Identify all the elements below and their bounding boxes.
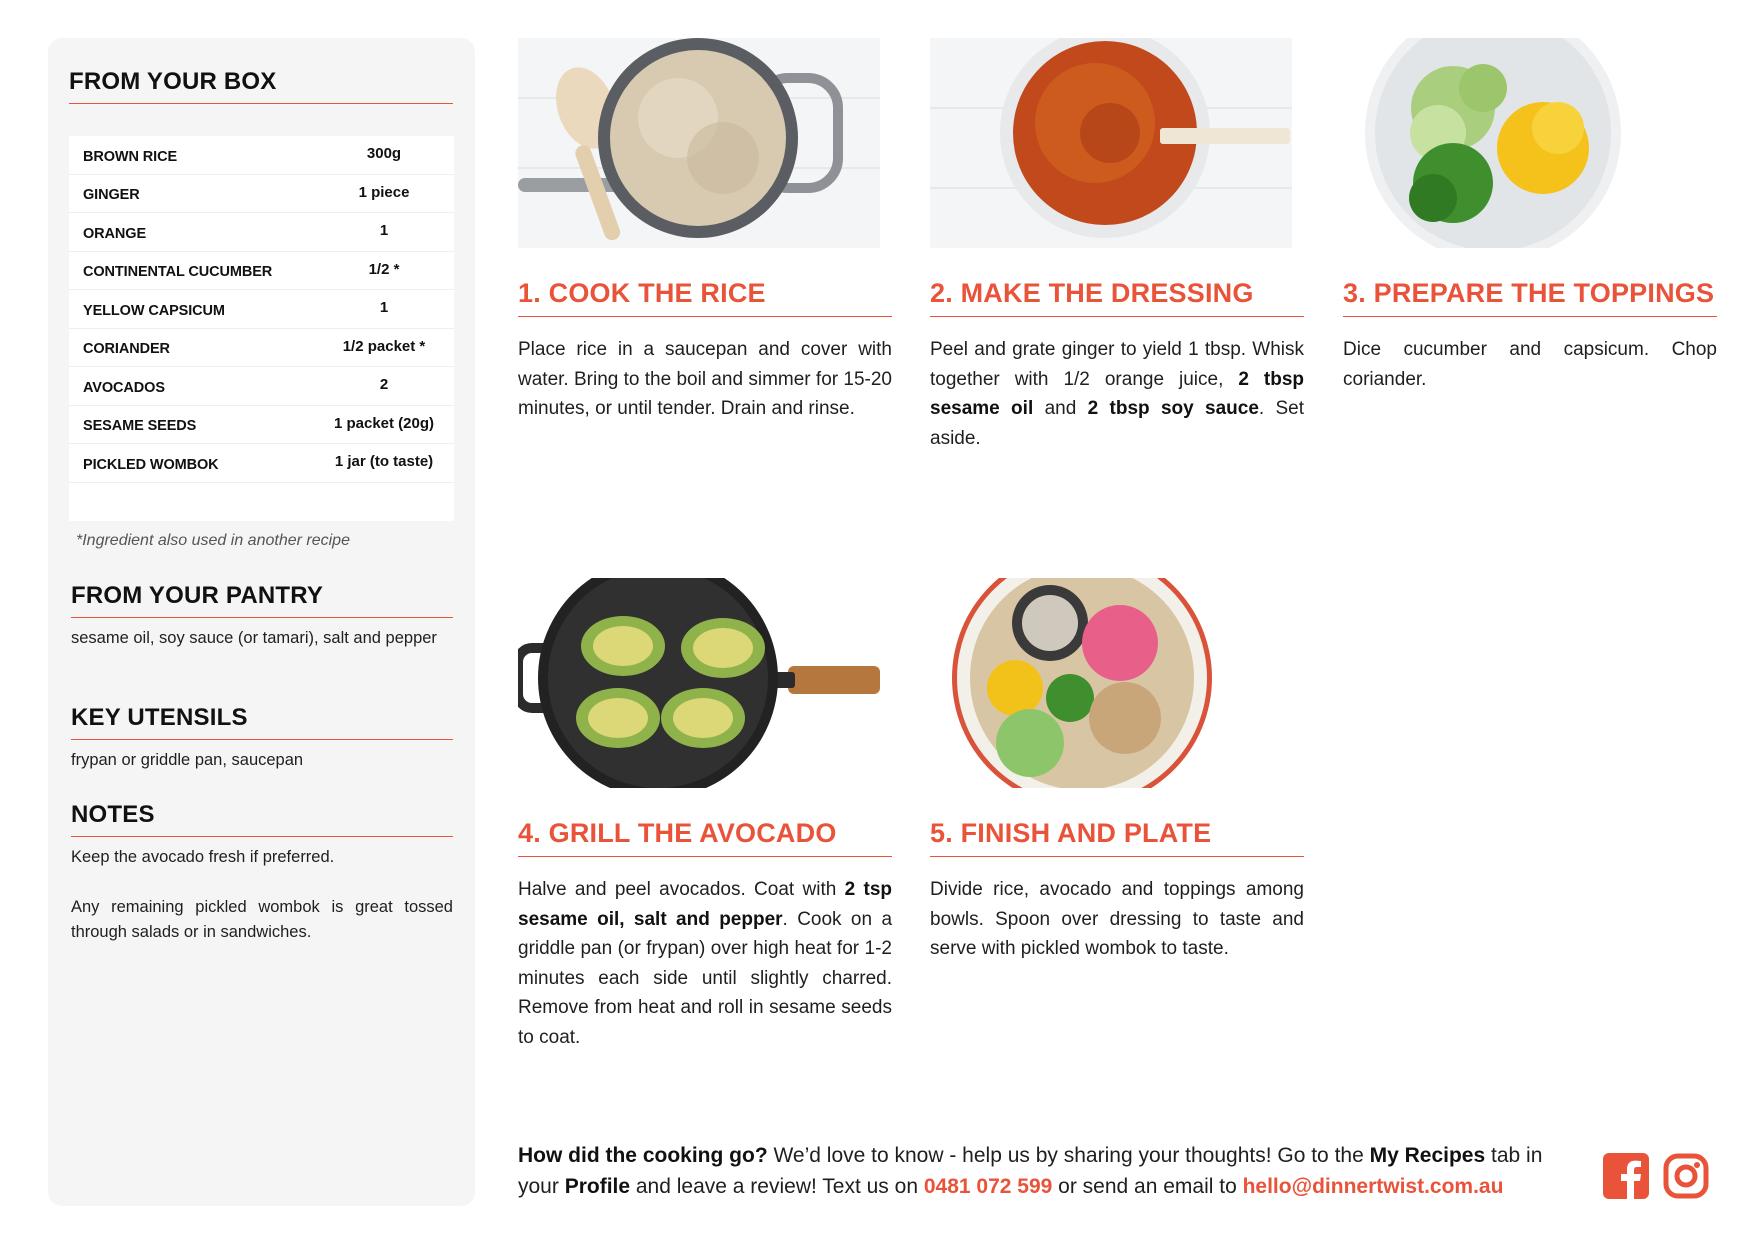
step-1-title: 1. COOK THE RICE — [518, 278, 892, 317]
step-5-text: Divide rice, avocado and toppings among bowls. Spoon over dressing to taste and serve with pickled wombok to taste. — [930, 879, 1304, 959]
ingredients-table — [69, 136, 454, 521]
step-2-text-part: . Set aside. — [930, 398, 1305, 449]
step-4-title: 4. GRILL THE AVOCADO — [518, 818, 892, 857]
pantry-text: sesame oil, soy sauce (or tamari), salt and pepper — [71, 629, 437, 647]
step-2-text — [930, 335, 1304, 453]
step-4-text-part: Halve and peel avocados. Coat with — [518, 879, 845, 900]
ingredient-qty: 1 — [379, 222, 389, 240]
ingredient-name: ORANGE — [83, 225, 147, 242]
ingredient-name: CORIANDER — [83, 341, 170, 358]
ingredient-qty: 2 — [379, 376, 389, 394]
ingredients-panel — [48, 38, 475, 1206]
ingredient-row — [69, 213, 454, 252]
ingredient-row — [69, 444, 454, 483]
step-5-title: 5. FINISH AND PLATE — [930, 818, 1304, 857]
ingredient-name: PICKLED WOMBOK — [83, 456, 219, 473]
instagram-icon[interactable] — [1663, 1153, 1709, 1199]
ingredient-row — [69, 175, 454, 214]
email-link[interactable]: hello@dinnertwist.com.au — [1242, 1175, 1504, 1198]
ingredient-row — [69, 406, 454, 445]
notes-text-1: Keep the avocado fresh if preferred. — [71, 848, 335, 866]
step-4-text-part: . Cook on a griddle pan (or frypan) over high heat for 1-2 minutes each side until slightly charred. Remove from heat and roll in sesame seeds to coat. — [518, 908, 893, 1048]
from-your-pantry-heading: FROM YOUR PANTRY — [71, 582, 453, 618]
ingredient-row-empty — [69, 483, 454, 522]
ingredient-name: YELLOW CAPSICUM — [83, 302, 225, 319]
step-4-bold-part: 2 tsp sesame oil, salt and pepper — [518, 879, 892, 930]
footnote: *Ingredient also used in another recipe — [76, 532, 350, 549]
feedback-part: and leave a review! Text us on — [630, 1175, 924, 1198]
step-4-text — [518, 875, 892, 1052]
ingredient-name: CONTINENTAL CUCUMBER — [83, 264, 273, 281]
avocado-photo — [518, 578, 880, 788]
feedback-question: How did the cooking go? — [518, 1144, 768, 1167]
ingredient-qty: 1 piece — [358, 183, 410, 201]
notes-text-2: Any remaining pickled wombok is great tossed through salads or in sandwiches. — [71, 898, 453, 941]
key-utensils-heading: KEY UTENSILS — [71, 704, 453, 740]
toppings-photo — [1343, 38, 1705, 248]
step-2-text-part: and — [1033, 398, 1088, 419]
feedback-part: We’d love to know - help us by sharing your thoughts! Go to the — [767, 1144, 1370, 1167]
ingredient-name: SESAME SEEDS — [83, 418, 197, 435]
step-1-text: Place rice in a saucepan and cover with water. Bring to the boil and simmer for 15-20 minutes, or until tender. Drain and rinse. — [518, 339, 892, 419]
ingredient-row — [69, 290, 454, 329]
feedback-part: or send an email to — [1052, 1175, 1243, 1198]
step-3-text: Dice cucumber and capsicum. Chop coriander. — [1343, 339, 1717, 390]
ingredient-row — [69, 329, 454, 368]
profile-label: Profile — [564, 1175, 631, 1198]
utensils-text: frypan or griddle pan, saucepan — [71, 751, 304, 769]
dressing-photo — [930, 38, 1292, 248]
my-recipes-label: My Recipes — [1369, 1144, 1486, 1167]
step-2-title: 2. MAKE THE DRESSING — [930, 278, 1304, 317]
rice-photo — [518, 38, 880, 248]
step-3-title: 3. PREPARE THE TOPPINGS — [1343, 278, 1717, 317]
from-your-box-heading: FROM YOUR BOX — [69, 68, 453, 104]
ingredient-row — [69, 367, 454, 406]
ingredient-name: AVOCADOS — [83, 379, 165, 396]
ingredient-row — [69, 252, 454, 291]
ingredient-qty: 1/2 * — [368, 260, 400, 278]
ingredient-qty: 1 packet (20g) — [333, 414, 435, 432]
ingredient-qty: 1 — [379, 299, 389, 317]
ingredient-qty: 1/2 packet * — [342, 337, 426, 355]
ingredient-name: BROWN RICE — [83, 148, 178, 165]
notes-heading: NOTES — [71, 801, 453, 837]
facebook-icon[interactable] — [1603, 1153, 1649, 1199]
ingredient-row — [69, 136, 454, 175]
step-2-bold-part: 2 tbsp sesame oil — [930, 368, 1304, 419]
ingredient-qty: 300g — [366, 145, 402, 163]
step-2-bold-part: 2 tbsp soy sauce — [1087, 398, 1259, 419]
step-2-text-part: Peel and grate ginger to yield 1 tbsp. Whisk together with 1/2 orange juice, — [930, 339, 1304, 390]
feedback-part: tab in your — [518, 1144, 1543, 1198]
finished-bowl-photo — [930, 578, 1292, 788]
ingredient-qty: 1 jar (to taste) — [334, 453, 434, 471]
phone-link[interactable]: 0481 072 599 — [923, 1175, 1053, 1198]
ingredient-name: GINGER — [83, 187, 140, 204]
feedback-text — [518, 1140, 1578, 1202]
